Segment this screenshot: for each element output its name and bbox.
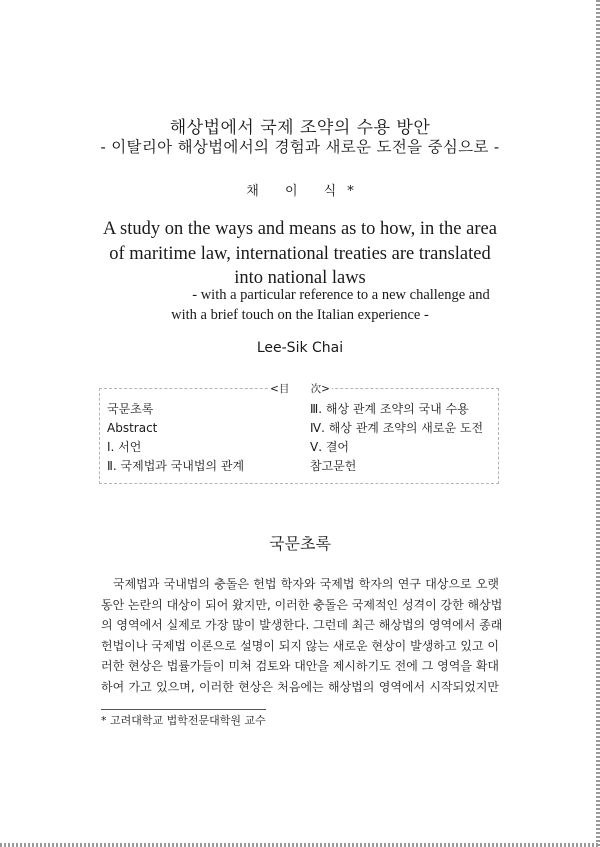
paper-subtitle-english <box>0 285 600 325</box>
paper-title-korean: 해상법에서 국제 조약의 수용 방안 <box>169 118 431 138</box>
toc-item[interactable]: Abstract <box>107 421 158 435</box>
table-of-contents-heading <box>0 381 600 396</box>
title-en-line: into national laws <box>234 268 366 288</box>
subtitle-en-line: with a brief touch on the Italian experience - <box>171 307 429 323</box>
paper-subtitle-korean: - 이탈리아 해상법에서의 경험과 새로운 도전을 중심으로 - <box>100 138 500 156</box>
section-heading-abstract: 국문초록 <box>269 534 331 553</box>
abstract-body <box>101 574 503 697</box>
toc-item[interactable]: Ⅴ. 결어 <box>310 440 350 454</box>
abstract-line: 러한 현상은 법률가들이 미쳐 검토와 대안을 제시하기도 전에 그 영역을 확대 <box>101 659 499 673</box>
title-en-line: of maritime law, international treaties are translated <box>109 243 491 264</box>
toc-item[interactable]: 국문초록 <box>107 402 154 416</box>
author-footnote-mark: * <box>347 184 354 199</box>
abstract-line: 국제법과 국내법의 충돌은 헌법 학자와 국제법 학자의 연구 대상으로 오랫 <box>113 577 499 591</box>
toc-item[interactable]: 참고문헌 <box>310 459 357 473</box>
page-edge-bottom <box>0 843 600 847</box>
toc-right-column <box>310 400 483 476</box>
title-en-line: A study on the ways and means as to how, in the area <box>103 219 497 239</box>
abstract-line: 동안 논란의 대상이 되어 왔지만, 이러한 충돌은 국제적인 성격이 강한 해상법 <box>101 597 503 612</box>
abstract-line: 헌법이나 국제법 이론으로 설명이 되지 않는 새로운 현상이 발생하고 있고 이 <box>101 638 499 653</box>
subtitle-en-line: - with a particular reference to a new challenge and <box>192 287 490 303</box>
paper-title-english <box>0 217 600 291</box>
author-name-korean-text: 채 이 식 <box>246 184 348 199</box>
abstract-line: 의 영역에서 실제로 가장 많이 발생한다. 그런데 최근 해상법의 영역에서 종래 <box>101 618 503 632</box>
toc-item[interactable]: Ⅳ. 해상 관계 조약의 새로운 도전 <box>310 421 484 435</box>
toc-item[interactable]: Ⅰ. 서언 <box>107 440 142 454</box>
footnote: * 고려대학교 법학전문대학원 교수 <box>101 714 266 727</box>
toc-heading-text: <目 次> <box>270 383 330 395</box>
author-name-korean <box>0 180 600 199</box>
author-name-english: Lee-Sik Chai <box>256 340 344 356</box>
toc-left-column <box>107 400 244 476</box>
footnote-divider <box>101 709 266 710</box>
toc-item[interactable]: Ⅲ. 해상 관계 조약의 국내 수용 <box>310 402 469 416</box>
toc-item[interactable]: Ⅱ. 국제법과 국내법의 관계 <box>107 459 245 473</box>
abstract-line: 하여 가고 있으며, 이러한 현상은 처음에는 해상법의 영역에서 시작되었지만 <box>101 679 499 694</box>
